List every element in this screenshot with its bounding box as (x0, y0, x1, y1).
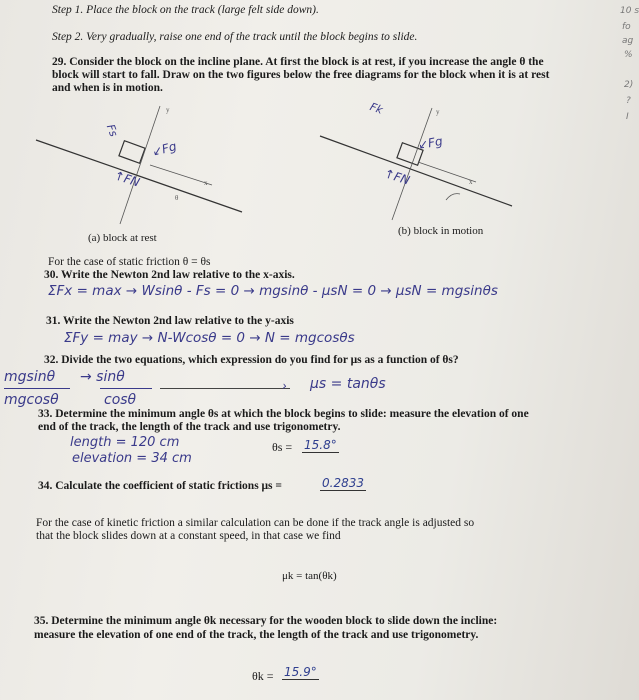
margin-note: fo (622, 22, 631, 32)
q33-theta-label: θs = (272, 440, 293, 454)
q32-arrow-bar (100, 388, 152, 389)
x-axis-b (418, 162, 476, 182)
q35-line-2: measure the elevation of one end of the track, the length of the track and use trigonometry. (34, 629, 479, 641)
q31-answer: ΣFy = may → N-Wcosθ = 0 → N = mgcosθs (64, 330, 355, 346)
q34-text: 34. Calculate the coefficient of static frictions μs = (38, 480, 282, 492)
q32-work-denominator: mgcosθ (4, 392, 59, 408)
caption-b: (b) block in motion (398, 225, 484, 237)
margin-note: ? (626, 96, 631, 106)
q32-fraction-bar (4, 388, 70, 389)
svg-text:x: x (204, 179, 208, 187)
q35-theta-value: 15.9° (284, 665, 317, 679)
margin-note: 2) (624, 80, 634, 90)
fs-label: Fs (103, 122, 121, 139)
margin-note: % (624, 50, 633, 60)
svg-text:θ: θ (175, 194, 179, 202)
svg-text:y: y (166, 106, 170, 114)
q33-length: length = 120 cm (70, 435, 180, 450)
svg-text:x: x (469, 178, 473, 186)
step-2: Step 2. Very gradually, raise one end of the track until the block begins to slide. (52, 31, 418, 43)
fn-label-b: ↑FN (382, 166, 412, 188)
fg-label-b: ↙Fg (416, 133, 444, 153)
q32-arrow-denominator: cosθ (104, 392, 137, 408)
q29-line-3: and when is in motion. (52, 82, 163, 94)
q31-text: 31. Write the Newton 2nd law relative to the y-axis (46, 315, 294, 327)
step-1: Step 1. Place the block on the track (large felt side down). (52, 4, 319, 16)
svg-text:y: y (436, 108, 440, 116)
q29-line-1: 29. Consider the block on the incline plane. At first the block is at rest, if you increase the angle θ the (52, 56, 544, 68)
fn-label-a: ↑FN (112, 168, 142, 190)
q30-answer: ΣFx = max → Wsinθ - Fs = 0 → mgsinθ - μsN = 0 → μsN = mgsinθs (48, 283, 498, 299)
q34-value: 0.2833 (322, 476, 364, 490)
q35-line-1: 35. Determine the minimum angle θk necessary for the wooden block to slide down the incline: (34, 615, 498, 627)
margin-note: 10 s (620, 6, 639, 16)
q32-work-numerator: mgsinθ (4, 369, 56, 385)
q32-text: 32. Divide the two equations, which expression do you find for μs as a function of θs? (44, 354, 459, 366)
q33-line-1: 33. Determine the minimum angle θs at which the block begins to slide: measure the elevation of one (38, 408, 529, 420)
kinetic-line-1: For the case of kinetic friction a similar calculation can be done if the track angle is adjusted so (36, 517, 475, 529)
q33-elevation: elevation = 34 cm (72, 451, 192, 466)
q32-result: μs = tanθs (310, 376, 386, 392)
q33-theta-value: 15.8° (304, 438, 337, 452)
kinetic-formula: μk = tan(θk) (282, 570, 337, 582)
q32-arrow: › (282, 379, 287, 393)
fg-label-a: ↙Fg (150, 139, 178, 159)
q30-text: 30. Write the Newton 2nd law relative to the x-axis. (44, 269, 295, 281)
q32-answer-line (160, 388, 290, 389)
q33-line-2: end of the track, the length of the track and use trigonometry. (38, 421, 341, 433)
incline-line-b (320, 133, 512, 206)
kinetic-line-2: that the block slides down at a constant speed, in that case we find (36, 530, 341, 542)
margin-note: I (626, 112, 629, 122)
q29-line-2: block will start to fall. Draw on the two figures below the free diagrams for the block when it is at rest (52, 69, 550, 81)
margin-note: ag (622, 36, 634, 46)
static-case-label: For the case of static friction θ = θs (48, 256, 211, 268)
caption-a: (a) block at rest (88, 232, 157, 244)
q32-arrow-numerator: → sinθ (80, 369, 125, 385)
fk-label: Fk (368, 100, 385, 117)
q35-theta-label: θk = (252, 669, 274, 683)
